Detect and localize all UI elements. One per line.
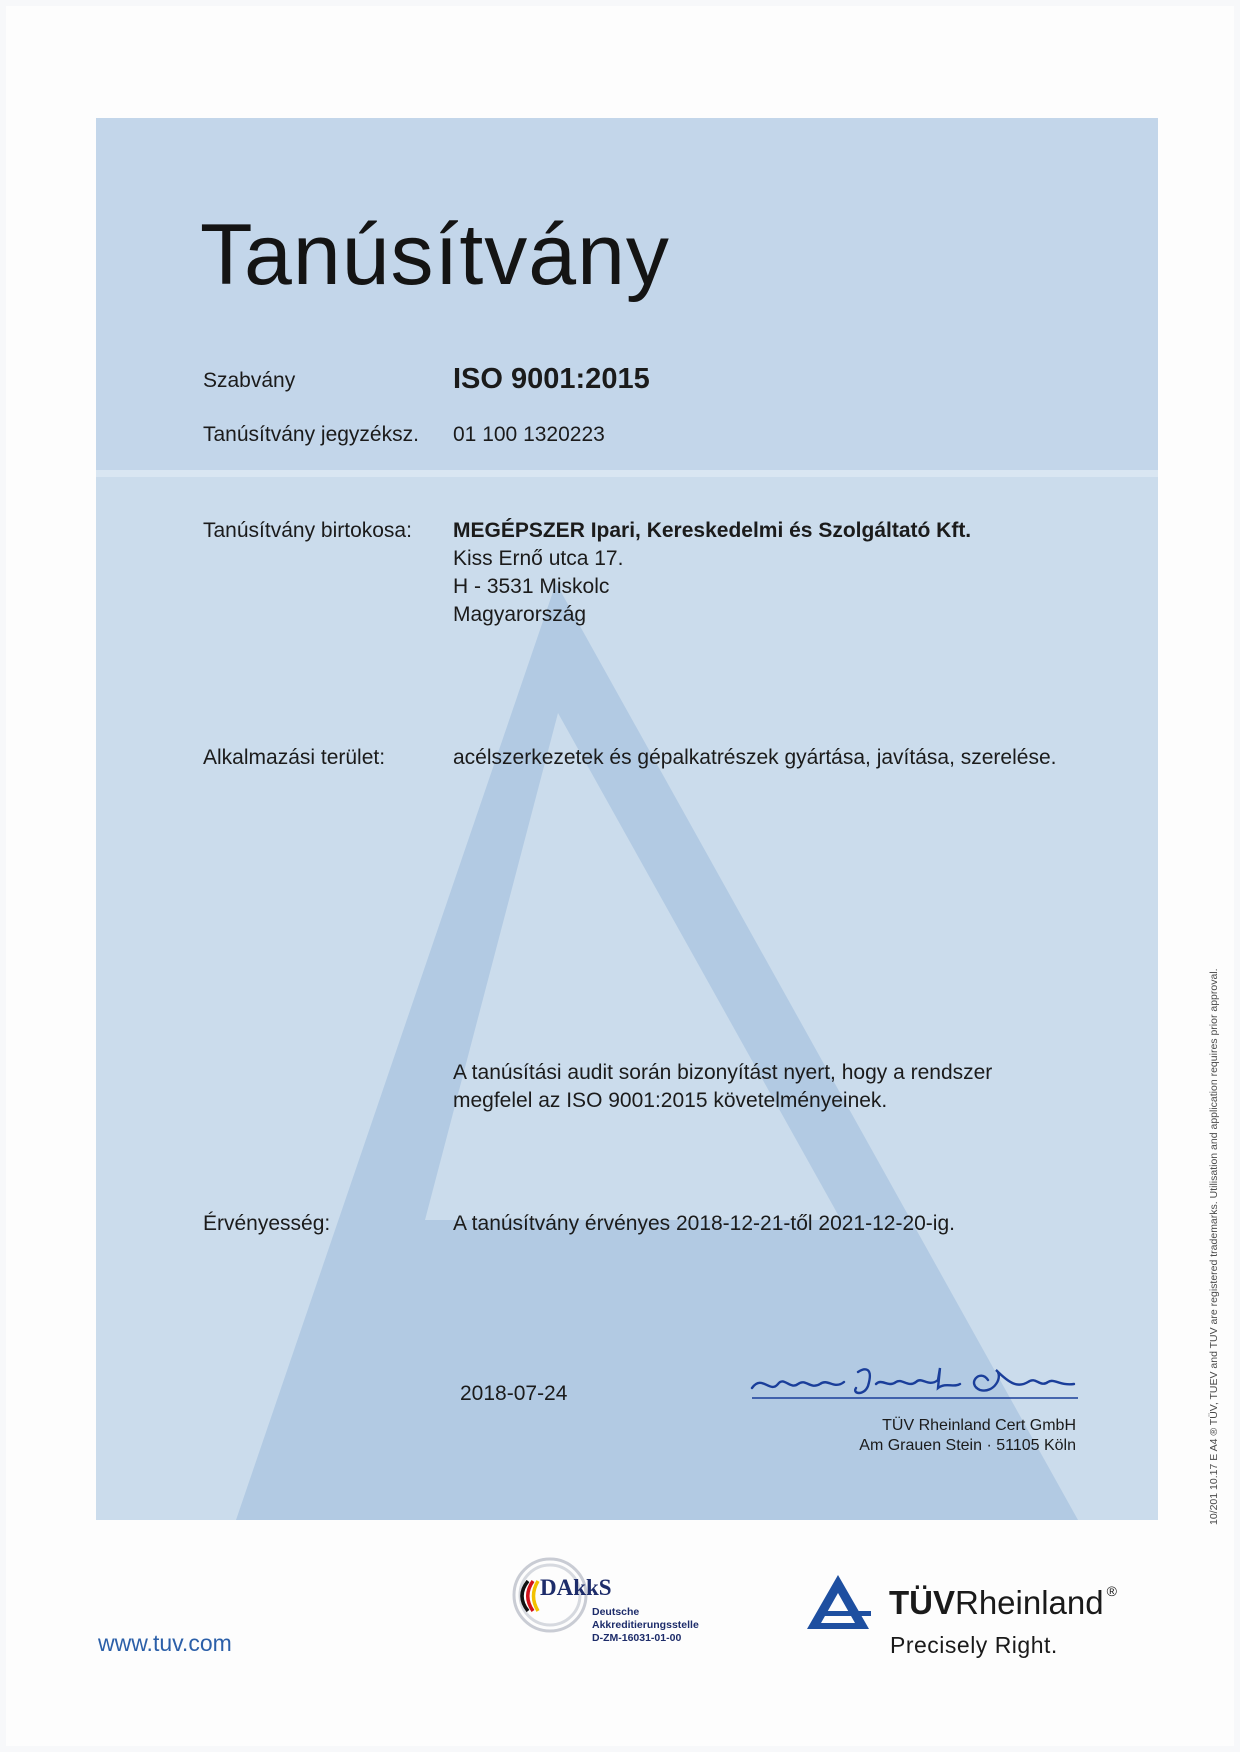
audit-statement-line1: A tanúsítási audit során bizonyítást nyert, hogy a rendszer (453, 1061, 993, 1084)
issuer-address: Am Grauen Stein · 51105 Köln (859, 1437, 1076, 1454)
holder-street: Kiss Ernő utca 17. (453, 547, 624, 570)
validity-value: A tanúsítvány érvényes 2018-12-21-től 2021-12-20-ig. (453, 1212, 955, 1235)
registration-number: 01 100 1320223 (453, 423, 605, 446)
holder-name: MEGÉPSZER Ipari, Kereskedelmi és Szolgáltató Kft. (453, 519, 972, 542)
standard-value: ISO 9001:2015 (453, 363, 650, 395)
tuv-brand-regular: Rheinland (955, 1584, 1104, 1621)
scope-label: Alkalmazási terület: (203, 746, 386, 769)
handwritten-signature (748, 1354, 1083, 1404)
tuv-triangle-watermark (96, 118, 1158, 1520)
holder-label: Tanúsítvány birtokosa: (203, 519, 412, 542)
holder-block (453, 517, 971, 629)
dakks-line-2: Akkreditierungsstelle (592, 1619, 699, 1631)
standard-label: Szabvány (203, 369, 296, 392)
dakks-line-3: D-ZM-16031-01-00 (592, 1632, 682, 1644)
issue-date: 2018-07-24 (460, 1382, 568, 1405)
dakks-line-1: Deutsche (592, 1606, 640, 1618)
registered-mark: ® (1106, 1583, 1117, 1599)
tuv-rheinland-wordmark (889, 1583, 1117, 1622)
certificate-title: Tanúsítvány (200, 207, 670, 303)
registration-label: Tanúsítvány jegyzéksz. (203, 423, 419, 446)
holder-city: H - 3531 Miskolc (453, 575, 610, 598)
scope-value: acélszerkezetek és gépalkatrészek gyártása, javítása, szerelése. (453, 746, 1057, 769)
issuer-block (736, 1416, 1076, 1456)
holder-country: Magyarország (453, 603, 587, 626)
certificate-panel (96, 118, 1158, 1520)
trademark-note: 10/201 10.17 E A4 ® TÜV, TUEV and TUV are registered trademarks. Utilisation and application requires prior approval. (1208, 968, 1220, 1525)
audit-statement (453, 1059, 992, 1115)
footer-website-link[interactable]: www.tuv.com (98, 1630, 232, 1656)
dakks-accreditation-logo (510, 1555, 710, 1645)
dakks-name: DAkkS (540, 1575, 612, 1600)
tuv-tagline: Precisely Right. (890, 1632, 1058, 1658)
tuv-brand-bold: TÜV (889, 1584, 955, 1621)
audit-statement-line2: megfelel az ISO 9001:2015 követelményeinek. (453, 1089, 888, 1112)
dakks-details (592, 1606, 699, 1645)
issuer-name: TÜV Rheinland Cert GmbH (882, 1417, 1076, 1434)
validity-label: Érvényesség: (203, 1212, 331, 1235)
tuv-triangle-logo-icon (805, 1573, 871, 1631)
